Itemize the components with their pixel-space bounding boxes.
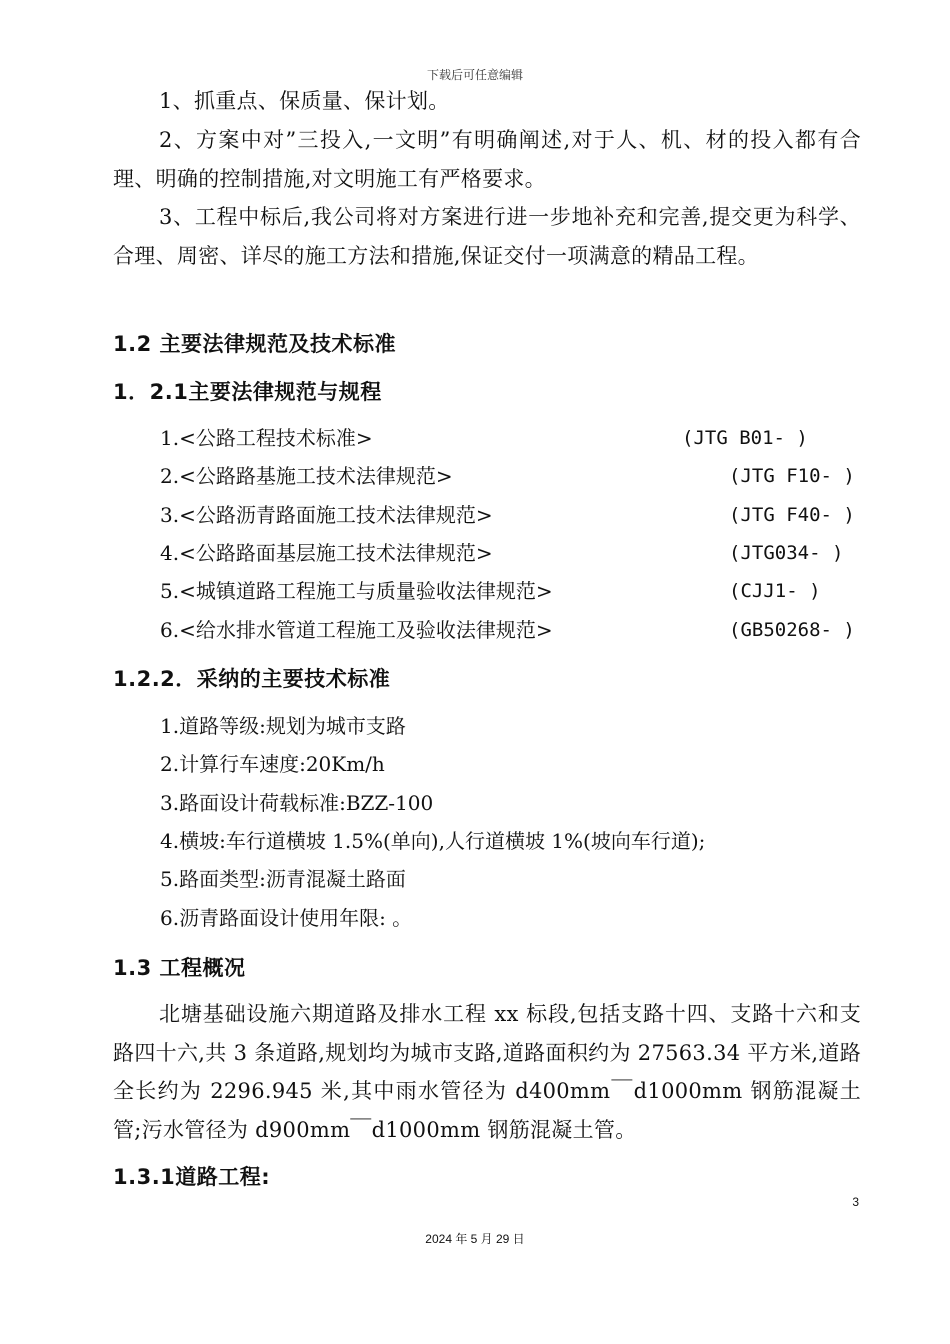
technical-standard-item: 4.横坡:车行道横坡 1.5%(单向),人行道横坡 1%(坡向车行道); [160, 829, 706, 853]
standard-title: 1.<公路工程技术标准> [160, 426, 373, 450]
standard-title: 3.<公路沥青路面施工技术法律规范> [160, 503, 493, 527]
technical-standard-item: 3.路面设计荷载标准:BZZ-100 [160, 791, 434, 815]
standard-title: 4.<公路路面基层施工技术法律规范> [160, 541, 493, 565]
standard-code: (JTG F10- ) [729, 465, 855, 487]
intro-paragraph-3: 3、工程中标后,我公司将对方案进行进一步地补充和完善,提交更为科学、合理、周密、详尽的施工方法和措施,保证交付一项满意的精品工程。 [113, 205, 861, 268]
technical-standard-item: 5.路面类型:沥青混凝土路面 [160, 867, 406, 891]
standard-item [160, 576, 860, 606]
header-note: 下载后可任意编辑 [426, 68, 523, 82]
footer-date: 2024 年 5 月 29 日 [425, 1232, 525, 1246]
intro-paragraph-1: 1、抓重点、保质量、保计划。 [159, 89, 450, 113]
standard-code: (CJJ1- ) [729, 580, 821, 602]
standard-item [160, 538, 860, 568]
page-number: 3 [852, 1195, 859, 1209]
standard-code: (JTG034- ) [729, 542, 844, 564]
intro-paragraph-2: 2、方案中对”三投入,一文明”有明确阐述,对于人、机、材的投入都有合理、明确的控制措施,对文明施工有严格要求。 [113, 128, 861, 191]
standard-code: (JTG B01- ) [682, 427, 808, 449]
technical-standard-item: 1.道路等级:规划为城市支路 [160, 714, 406, 738]
standard-item [160, 461, 860, 491]
standard-item [160, 500, 860, 530]
standard-title: 2.<公路路基施工技术法律规范> [160, 464, 453, 488]
standard-title: 5.<城镇道路工程施工与质量验收法律规范> [160, 579, 553, 603]
section-1-3-heading: 1.3 工程概况 [113, 956, 246, 980]
section-1-2-1-heading: 1．2.1主要法律规范与规程 [113, 380, 382, 404]
section-1-2-heading: 1.2 主要法律规范及技术标准 [113, 332, 397, 356]
standard-item [160, 423, 860, 453]
section-1-2-2-heading: 1.2.2．采纳的主要技术标准 [113, 667, 391, 691]
standard-item [160, 615, 860, 645]
standard-title: 6.<给水排水管道工程施工及验收法律规范> [160, 618, 553, 642]
project-overview-paragraph: 北塘基础设施六期道路及排水工程 xx 标段,包括支路十四、支路十六和支路四十六,共 3 条道路,规划均为城市支路,道路面积约为 27563.34 平方米,道路全长约为 2296.945 米,其中雨水管径为 d400mm￣d1000mm 钢筋混凝土管;污水管径为 d900mm￣d1000mm 钢筋混凝土管。 [113, 1002, 861, 1142]
standard-code: (GB50268- ) [729, 619, 855, 641]
section-1-3-1-heading: 1.3.1道路工程: [113, 1165, 271, 1189]
standard-code: (JTG F40- ) [729, 504, 855, 526]
technical-standard-item: 2.计算行车速度:20Km/h [160, 752, 385, 776]
technical-standard-item: 6.沥青路面设计使用年限: 。 [160, 906, 413, 930]
